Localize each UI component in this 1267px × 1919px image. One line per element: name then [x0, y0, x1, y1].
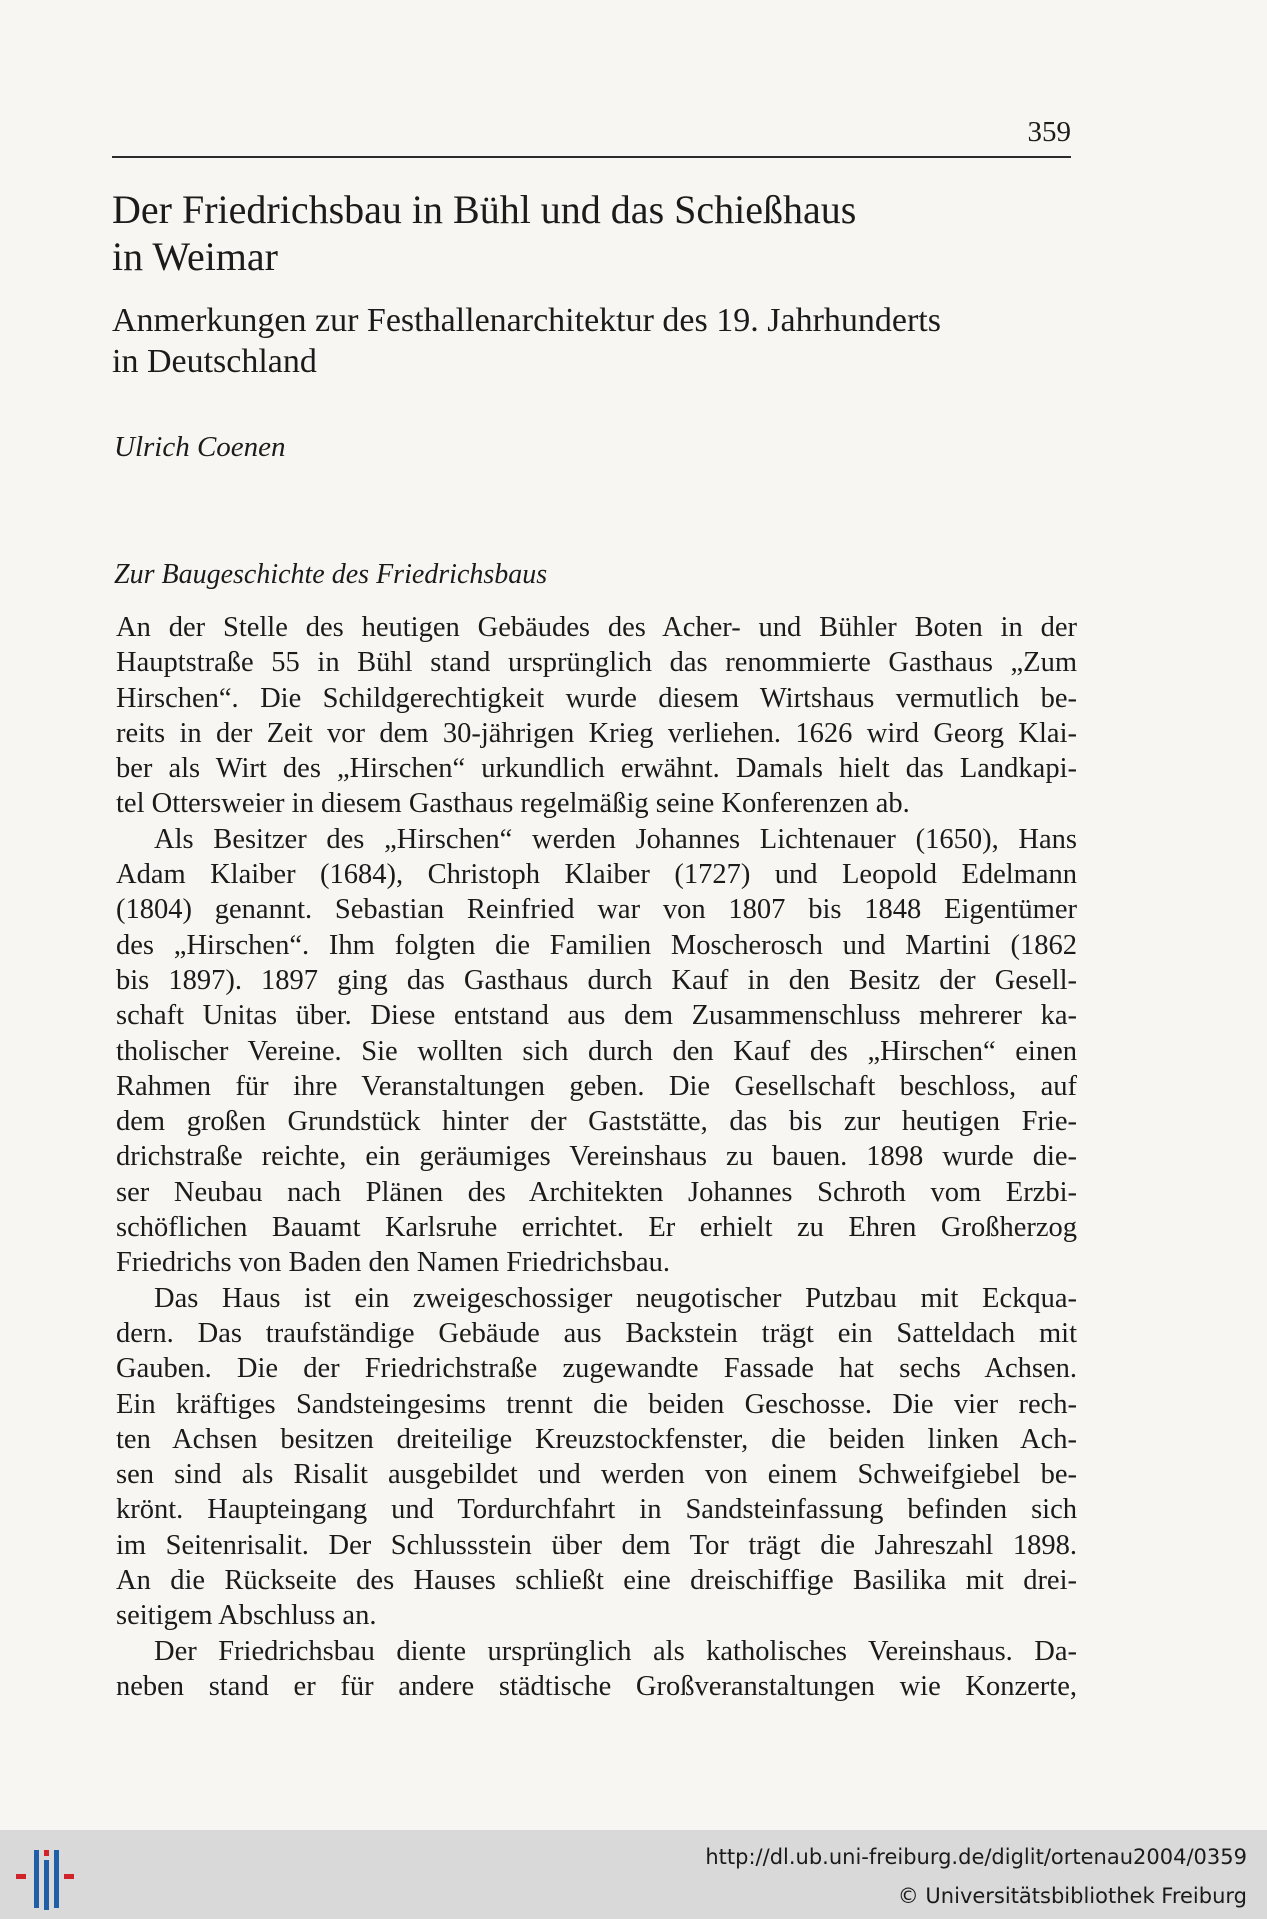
- text-line: schöflichen Bauamt Karlsruhe errichtet. Er erhielt zu Ehren Großherzog: [116, 1212, 1077, 1244]
- text-line: im Seitenrisalit. Der Schlussstein über dem Tor trägt die Jahreszahl 1898.: [116, 1529, 1077, 1561]
- header-rule: [112, 156, 1071, 158]
- copyright-notice: © Universitätsbibliothek Freiburg: [897, 1884, 1247, 1908]
- text-line: Als Besitzer des „Hirschen“ werden Johannes Lichtenauer (1650), Hans: [154, 823, 1077, 855]
- text-line: reits in der Zeit vor dem 30-jährigen Krieg verliehen. 1626 wird Georg Klai-: [116, 717, 1077, 749]
- viewer-footer: [0, 1830, 1267, 1919]
- text-line: Ein kräftiges Sandsteingesims trennt die beiden Geschosse. Die vier rech-: [116, 1388, 1077, 1420]
- text-line: Das Haus ist ein zweigeschossiger neugotischer Putzbau mit Eckqua-: [154, 1282, 1077, 1314]
- text-line: ten Achsen besitzen dreiteilige Kreuzstockfenster, die beiden linken Ach-: [116, 1423, 1077, 1455]
- text-line: ser Neubau nach Plänen des Architekten Johannes Schroth vom Erzbi-: [116, 1176, 1077, 1208]
- title-line: in Weimar: [112, 234, 278, 279]
- text-line: Friedrichs von Baden den Namen Friedrichsbau.: [116, 1247, 671, 1279]
- text-line: dem großen Grundstück hinter der Gaststätte, das bis zur heutigen Frie-: [116, 1106, 1077, 1138]
- text-line: seitigem Abschluss an.: [116, 1600, 377, 1632]
- paragraph: [116, 822, 1077, 1281]
- text-line: An die Rückseite des Hauses schließt eine dreischiffige Basilika mit drei-: [116, 1565, 1077, 1597]
- text-line: Der Friedrichsbau diente ursprünglich als katholisches Vereinshaus. Da-: [154, 1635, 1077, 1667]
- subtitle-line: in Deutschland: [112, 343, 317, 380]
- text-line: krönt. Haupteingang und Tordurchfahrt in Sandsteinfassung befinden sich: [116, 1494, 1077, 1526]
- text-line: Hirschen“. Die Schildgerechtigkeit wurde diesem Wirtshaus vermutlich be-: [116, 682, 1077, 714]
- article-title: [112, 186, 1012, 280]
- text-line: drichstraße reichte, ein geräumiges Vereinshaus zu bauen. 1898 wurde die-: [116, 1141, 1077, 1173]
- subtitle-line: Anmerkungen zur Festhallenarchitektur des 19. Jahrhunderts: [112, 302, 941, 339]
- text-line: Gauben. Die der Friedrichstraße zugewandte Fassade hat sechs Achsen.: [116, 1353, 1077, 1385]
- body-text: [116, 610, 1077, 1704]
- text-line: schaft Unitas über. Diese entstand aus dem Zusammenschluss mehrerer ka-: [116, 1000, 1077, 1032]
- text-line: Rahmen für ihre Veranstaltungen geben. Die Gesellschaft beschloss, auf: [116, 1070, 1077, 1102]
- permalink-url[interactable]: http://dl.ub.uni-freiburg.de/diglit/ortenau2004/0359: [705, 1845, 1247, 1869]
- article-subtitle: [112, 300, 1072, 382]
- text-line: An der Stelle des heutigen Gebäudes des Acher- und Bühler Boten in der: [116, 612, 1077, 643]
- author-name: Ulrich Coenen: [114, 431, 286, 463]
- paragraph: [116, 1281, 1077, 1634]
- page-number: 359: [1027, 116, 1071, 148]
- text-line: bis 1897). 1897 ging das Gasthaus durch Kauf in den Besitz der Gesell-: [116, 964, 1077, 996]
- title-line: Der Friedrichsbau in Bühl und das Schießhaus: [112, 187, 857, 232]
- paragraph: [116, 1634, 1077, 1705]
- section-heading: Zur Baugeschichte des Friedrichsbaus: [114, 559, 548, 590]
- text-line: tholischer Vereine. Sie wollten sich durch den Kauf des „Hirschen“ einen: [116, 1035, 1077, 1067]
- text-line: Adam Klaiber (1684), Christoph Klaiber (1727) und Leopold Edelmann: [116, 859, 1077, 891]
- text-line: dern. Das traufständige Gebäude aus Backstein trägt ein Satteldach mit: [116, 1317, 1077, 1349]
- text-line: Hauptstraße 55 in Bühl stand ursprünglich das renommierte Gasthaus „Zum: [116, 647, 1077, 679]
- text-line: ber als Wirt des „Hirschen“ urkundlich erwähnt. Damals hielt das Landkapi-: [116, 753, 1077, 785]
- paragraph: [116, 610, 1077, 822]
- text-line: (1804) genannt. Sebastian Reinfried war von 1807 bis 1848 Eigentümer: [116, 894, 1077, 926]
- ub-freiburg-logo-icon: [14, 1844, 86, 1916]
- text-line: des „Hirschen“. Ihm folgten die Familien Moscherosch und Martini (1862: [116, 929, 1077, 961]
- text-line: tel Ottersweier in diesem Gasthaus regelmäßig seine Konferenzen ab.: [116, 788, 910, 820]
- text-line: neben stand er für andere städtische Großveranstaltungen wie Konzerte,: [116, 1670, 1077, 1702]
- text-line: sen sind als Risalit ausgebildet und werden von einem Schweifgiebel be-: [116, 1459, 1077, 1491]
